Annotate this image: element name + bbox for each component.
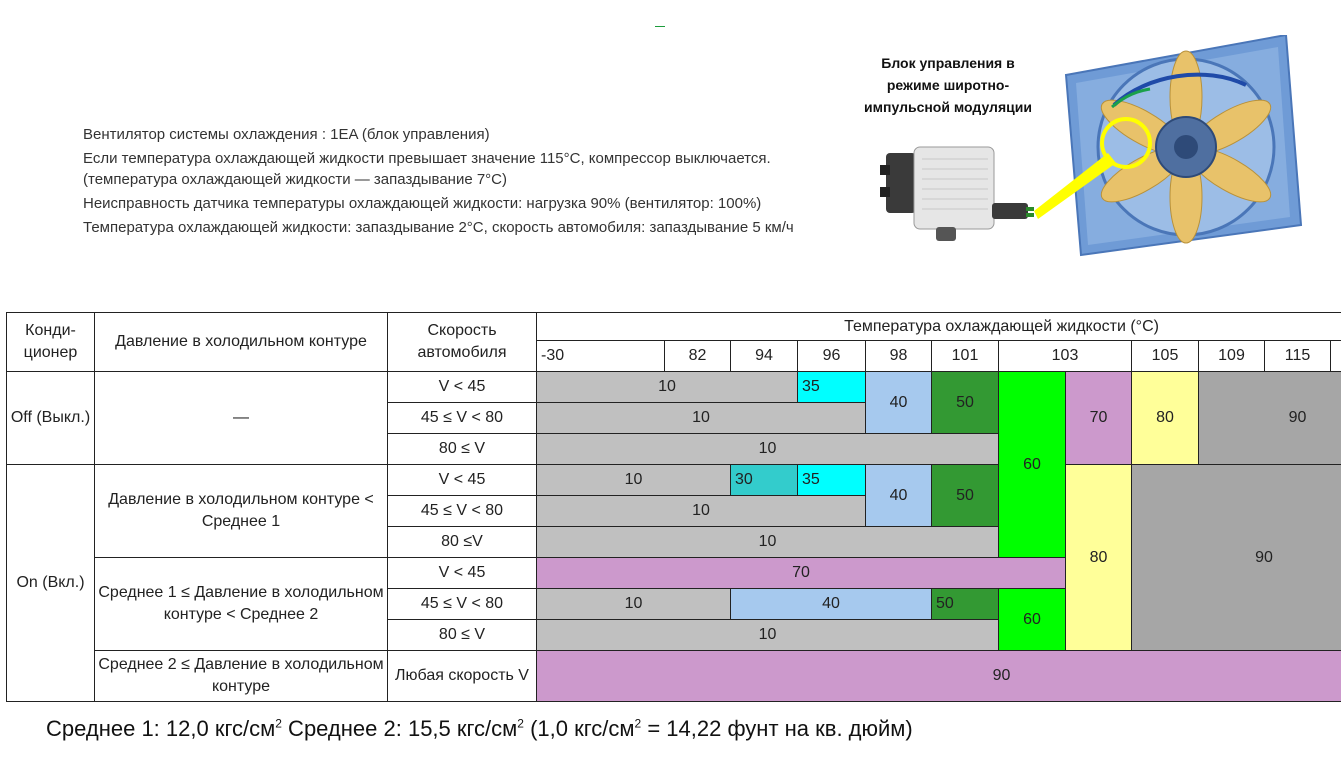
pressure-low: Давление в холодильном контуре < Среднее 1	[95, 465, 388, 558]
notes-block	[83, 124, 823, 241]
duty-cell: 70	[1066, 372, 1132, 465]
fan-duty-table	[6, 312, 1341, 702]
speed-label: 45 ≤ V < 80	[388, 403, 537, 434]
temp-tick-label: 103	[999, 341, 1132, 372]
header-temperature: Температура охлаждающей жидкости (°C)	[537, 313, 1341, 341]
duty-cell: 50	[932, 372, 999, 434]
duty-cell: 30	[731, 465, 798, 496]
pressure-high: Среднее 2 ≤ Давление в холодильном контуре	[95, 651, 388, 702]
duty-cell: 50	[932, 589, 999, 620]
header-ac: Конди-ционер	[7, 313, 95, 372]
duty-cell: 10	[537, 372, 798, 403]
callout-label: Блок управления в режиме широтно-импульсной модуляции	[864, 55, 1032, 115]
note-line: Вентилятор системы охлаждения : 1EA (блок управления)	[83, 126, 490, 143]
pwm-controller-image	[880, 147, 1034, 241]
duty-cell: 90	[1199, 372, 1341, 465]
duty-cell: 60	[999, 589, 1066, 651]
footer-text: Среднее 2: 15,5 кгс/см	[281, 716, 518, 741]
temp-tick-label: 94	[731, 341, 798, 372]
duty-cell: 35	[798, 372, 866, 403]
duty-cell: 35	[798, 465, 866, 496]
temp-tick-label: 109	[1199, 341, 1265, 372]
duty-cell: 10	[537, 465, 731, 496]
temp-tick-label: 98	[866, 341, 932, 372]
duty-cell: 10	[537, 527, 999, 558]
temp-tick-label: 101	[932, 341, 999, 372]
temp-tick-label: 115	[1265, 341, 1331, 372]
duty-cell: 70	[537, 558, 1066, 589]
ac-on-label: On (Вкл.)	[7, 465, 95, 702]
note-line: Температура охлаждающей жидкости: запаздывание 2°C, скорость автомобиля: запаздывание 5 км/ч	[83, 219, 794, 236]
duty-cell: 60	[999, 372, 1066, 558]
duty-cell: 10	[537, 589, 731, 620]
duty-cell: 10	[537, 403, 866, 434]
duty-cell: 90	[1132, 465, 1341, 651]
speed-label: V < 45	[388, 558, 537, 589]
duty-cell: 50	[932, 465, 999, 527]
speed-label: 80 ≤ V	[388, 620, 537, 651]
duty-cell: 80	[1132, 372, 1199, 465]
footer-superscript: 2	[275, 716, 282, 731]
speed-label: V < 45	[388, 465, 537, 496]
temp-tick-label	[1331, 341, 1341, 372]
duty-cell: 10	[537, 620, 999, 651]
cooling-fan-illustration	[876, 35, 1316, 275]
footer-text: = 14,22 фунт на кв. дюйм)	[641, 716, 913, 741]
speed-label: 45 ≤ V < 80	[388, 496, 537, 527]
pressure-mid: Среднее 1 ≤ Давление в холодильном контуре < Среднее 2	[95, 558, 388, 651]
duty-cell: 90	[537, 651, 1341, 702]
pressure-dash: —	[95, 372, 388, 465]
speed-label: 45 ≤ V < 80	[388, 589, 537, 620]
header-speed: Скорость автомобиля	[388, 313, 537, 372]
footer-text: (1,0 кгс/см	[523, 716, 635, 741]
temp-tick-label: 105	[1132, 341, 1199, 372]
duty-cell: 80	[1066, 465, 1132, 651]
note-line: Если температура охлаждающей жидкости превышает значение 115°C, компрессор выключается. (температура охлаждающей жидкости — запаздывание 7°C)	[83, 150, 771, 188]
temp-tick-label: 82	[665, 341, 731, 372]
duty-cell: 10	[537, 434, 999, 465]
ac-off-label: Off (Выкл.)	[7, 372, 95, 465]
footer-superscript: 2	[634, 716, 642, 731]
header-pressure: Давление в холодильном контуре	[95, 313, 388, 372]
speed-label: Любая скорость V	[388, 651, 537, 702]
duty-cell: 40	[866, 465, 932, 527]
note-line: Неисправность датчика температуры охлаждающей жидкости: нагрузка 90% (вентилятор: 100%)	[83, 195, 762, 212]
speed-label: 80 ≤V	[388, 527, 537, 558]
footer-text: Среднее 1: 12,0 кгс/см	[46, 716, 276, 741]
footer-note	[46, 716, 913, 742]
decorative-dash	[655, 26, 665, 27]
duty-cell: 40	[731, 589, 932, 620]
temp-tick-label: -30	[537, 341, 665, 372]
footer-superscript: 2	[517, 716, 524, 731]
speed-label: V < 45	[388, 372, 537, 403]
speed-label: 80 ≤ V	[388, 434, 537, 465]
duty-cell: 10	[537, 496, 866, 527]
duty-cell: 40	[866, 372, 932, 434]
temp-tick-label: 96	[798, 341, 866, 372]
